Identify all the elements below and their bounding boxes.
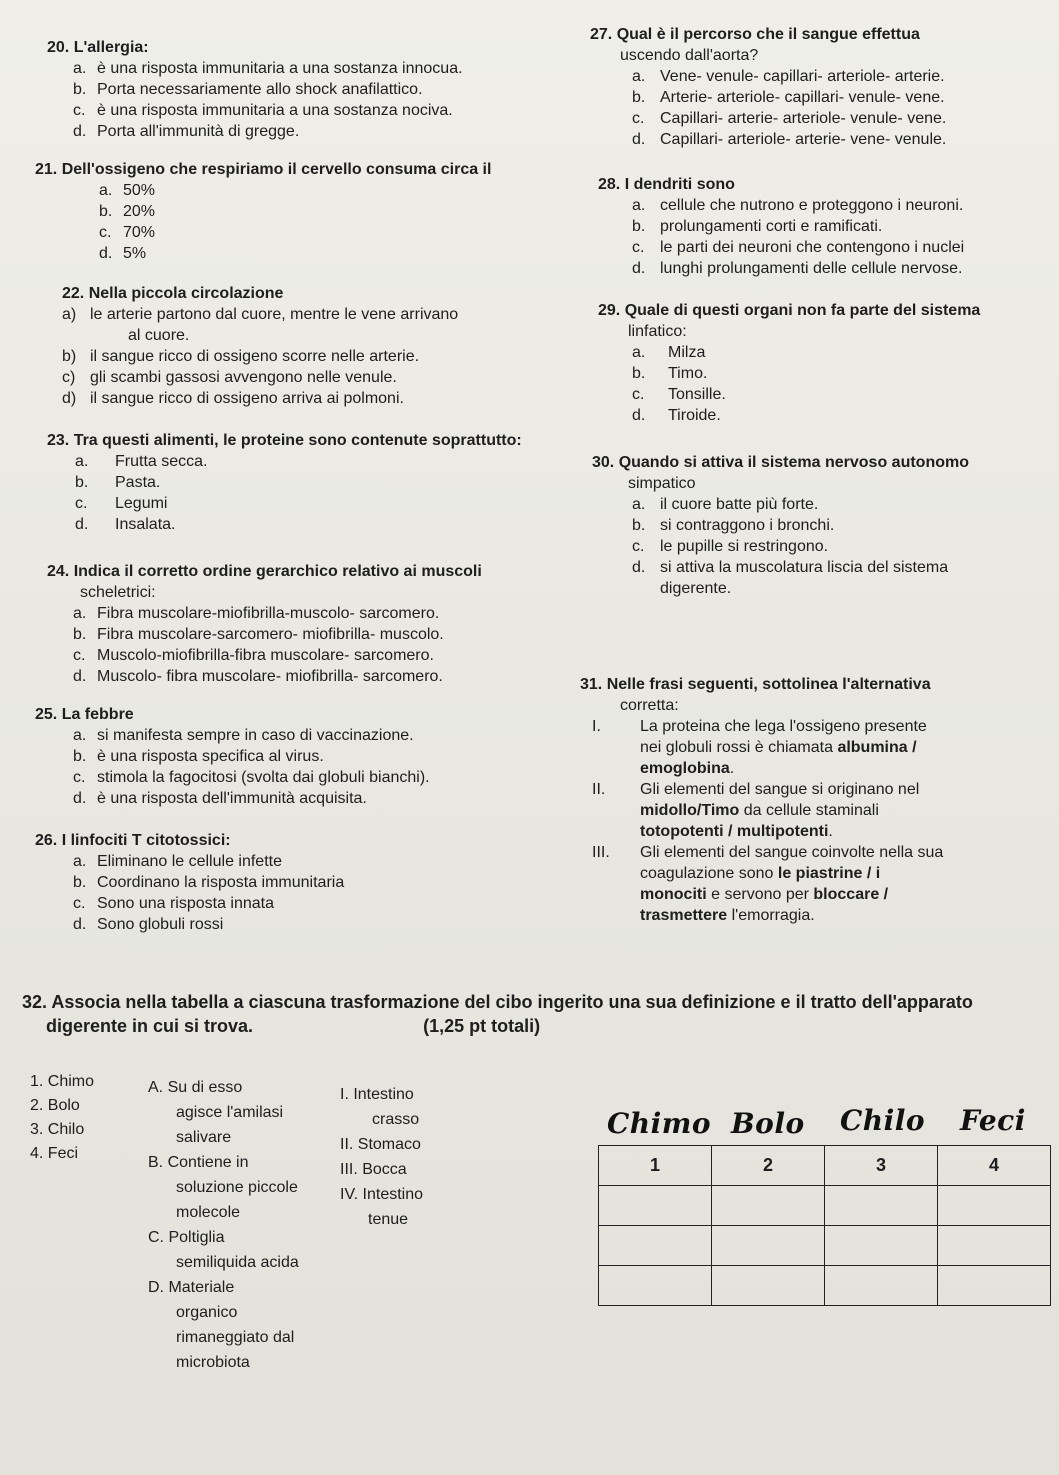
item-ii: II. Gli elementi del sangue si originano nel midollo/Timo da cellule staminali totopotenti / multipotenti.: [592, 781, 920, 840]
option-d[interactable]: d. Porta all'immunità di gregge.: [73, 123, 300, 140]
question-27-title: 27. Qual è il percorso che il sangue effettua: [590, 26, 920, 43]
tract-ii: II. Stomaco: [340, 1136, 421, 1153]
term: 3. Chilo: [30, 1121, 85, 1138]
header-cell: 2: [712, 1146, 825, 1186]
option-c[interactable]: c. è una risposta immunitaria a una sostanza nociva.: [73, 102, 453, 119]
answer-table: [598, 1145, 1051, 1306]
choice-trasmettere[interactable]: trasmettere: [640, 907, 728, 924]
question-30-title-cont: simpatico: [628, 475, 696, 492]
question-31-title-cont: corretta:: [620, 697, 679, 714]
question-28: [598, 174, 964, 279]
question-20: [47, 37, 463, 142]
table-row: [599, 1226, 1051, 1266]
option-b[interactable]: b. Porta necessariamente allo shock anafilattico.: [73, 81, 423, 98]
choice-midollo-timo[interactable]: midollo/Timo: [640, 802, 740, 819]
option-a[interactable]: a. Frutta secca.: [75, 453, 208, 470]
choice-emoglobina[interactable]: emoglobina: [640, 760, 730, 777]
answer-cell[interactable]: [599, 1186, 712, 1226]
tract-i: I. Intestino crasso: [340, 1086, 420, 1128]
answer-cell[interactable]: [938, 1226, 1051, 1266]
question-28-title: 28. I dendriti sono: [598, 176, 735, 193]
terms-column: [30, 1070, 94, 1166]
handwritten-chimo: Chimo: [607, 1107, 712, 1140]
question-22-title: 22. Nella piccola circolazione: [62, 285, 284, 302]
option-a[interactable]: a. 50%: [99, 182, 156, 199]
option-b[interactable]: b. 20%: [99, 203, 156, 220]
option-d[interactable]: d. Tiroide.: [632, 407, 721, 424]
question-27-title-cont: uscendo dall'aorta?: [620, 47, 759, 64]
choice-albumina[interactable]: albumina /: [837, 739, 917, 756]
option-c[interactable]: c. le pupille si restringono.: [632, 538, 829, 555]
header-cell: 1: [599, 1146, 712, 1186]
term: 2. Bolo: [30, 1097, 80, 1114]
handwritten-feci: Feci: [960, 1104, 1026, 1137]
option-d[interactable]: d. Sono globuli rossi: [73, 916, 224, 933]
answer-cell[interactable]: [825, 1186, 938, 1226]
question-23-title: 23. Tra questi alimenti, le proteine sono contenute soprattutto:: [47, 432, 522, 449]
question-22: [62, 283, 458, 409]
option-b[interactable]: b. Coordinano la risposta immunitaria: [73, 874, 345, 891]
term: 1. Chimo: [30, 1073, 95, 1090]
table-row: [599, 1266, 1051, 1306]
question-25-title: 25. La febbre: [35, 706, 134, 723]
option-c[interactable]: c. le parti dei neuroni che contengono i nuclei: [632, 239, 965, 256]
answer-cell[interactable]: [712, 1186, 825, 1226]
question-29-title: 29. Quale di questi organi non fa parte del sistema: [598, 302, 981, 319]
question-30: [592, 452, 969, 599]
question-30-title: 30. Quando si attiva il sistema nervoso autonomo: [592, 454, 969, 471]
option-c[interactable]: c. Tonsille.: [632, 386, 726, 403]
question-32: [22, 990, 1052, 1038]
option-d[interactable]: d. Insalata.: [75, 516, 176, 533]
option-b[interactable]: b. si contraggono i bronchi.: [632, 517, 835, 534]
option-b[interactable]: b. Fibra muscolare-sarcomero- miofibrilla- muscolo.: [73, 626, 444, 643]
question-32-title: 32. Associa nella tabella a ciascuna trasformazione del cibo ingerito una sua definizione e il tratto dell'apparato: [22, 992, 973, 1012]
definition-a: A. Su di esso agisce l'amilasi salivare: [148, 1079, 284, 1146]
choice-monociti[interactable]: monociti: [640, 886, 707, 903]
answer-cell[interactable]: [938, 1266, 1051, 1306]
option-d-cont: digerente.: [660, 580, 732, 597]
option-c[interactable]: c. Muscolo-miofibrilla-fibra muscolare- sarcomero.: [73, 647, 434, 664]
answer-cell[interactable]: [825, 1226, 938, 1266]
points: (1,25 pt totali): [423, 1016, 541, 1036]
question-25: [35, 704, 430, 809]
choice-bloccare[interactable]: bloccare /: [813, 886, 889, 903]
answer-cell[interactable]: [938, 1186, 1051, 1226]
option-a-cont: al cuore.: [128, 327, 190, 344]
option-c[interactable]: c. 70%: [99, 224, 156, 241]
option-c[interactable]: c. stimola la fagocitosi (svolta dai globuli bianchi).: [73, 769, 430, 786]
choice-potenti[interactable]: totopotenti / multipotenti: [640, 823, 829, 840]
option-d[interactable]: d. è una risposta dell'immunità acquisita.: [73, 790, 367, 807]
question-31-title: 31. Nelle frasi seguenti, sottolinea l'alternativa: [580, 676, 931, 693]
item-i: I. La proteina che lega l'ossigeno presente nei globuli rossi è chiamata albumina / emoglobina.: [592, 718, 927, 777]
option-d[interactable]: d. 5%: [99, 245, 147, 262]
option-b[interactable]: b. Timo.: [632, 365, 708, 382]
option-b[interactable]: b. Pasta.: [75, 474, 161, 491]
choice-piastrine[interactable]: le piastrine / i: [777, 865, 881, 882]
question-24-title-cont: scheletrici:: [80, 584, 156, 601]
option-c[interactable]: c. Capillari- arterie- arteriole- venule- vene.: [632, 110, 947, 127]
table-header-row: [599, 1146, 1051, 1186]
definition-b: B. Contiene in soluzione piccole molecole: [148, 1154, 298, 1221]
question-26: [35, 830, 344, 935]
question-23: [47, 430, 522, 535]
option-a[interactable]: a. il cuore batte più forte.: [632, 496, 819, 513]
definition-d: D. Materiale organico rimaneggiato dal microbiota: [148, 1279, 295, 1371]
option-d[interactable]: d. si attiva la muscolatura liscia del sistema: [632, 559, 949, 576]
option-b[interactable]: b. è una risposta specifica al virus.: [73, 748, 324, 765]
question-24-title: 24. Indica il corretto ordine gerarchico relativo ai muscoli: [47, 563, 482, 580]
question-27: [590, 24, 946, 150]
tract-iii: III. Bocca: [340, 1161, 407, 1178]
option-d[interactable]: d. Muscolo- fibra muscolare- miofibrilla- sarcomero.: [73, 668, 443, 685]
answer-cell[interactable]: [599, 1266, 712, 1306]
definitions-column: [148, 1075, 299, 1375]
option-b[interactable]: b) il sangue ricco di ossigeno scorre nelle arterie.: [62, 348, 420, 365]
option-d[interactable]: d) il sangue ricco di ossigeno arriva ai polmoni.: [62, 390, 404, 407]
option-b[interactable]: b. prolungamenti corti e ramificati.: [632, 218, 883, 235]
option-b[interactable]: b. Arterie- arteriole- capillari- venule- vene.: [632, 89, 945, 106]
question-20-title: 20. L'allergia:: [47, 39, 149, 56]
handwritten-bolo: Bolo: [731, 1107, 805, 1140]
tract-iv: IV. Intestino tenue: [340, 1186, 424, 1228]
item-iii: III. Gli elementi del sangue coinvolte nella sua coagulazione sono le piastrine / i monociti e servono per bloccare / trasmettere l'emorragia.: [592, 844, 944, 924]
option-a[interactable]: a. è una risposta immunitaria a una sostanza innocua.: [73, 60, 463, 77]
option-c[interactable]: c) gli scambi gassosi avvengono nelle venule.: [62, 369, 397, 386]
term: 4. Feci: [30, 1145, 79, 1162]
table-row: [599, 1186, 1051, 1226]
option-a[interactable]: a. si manifesta sempre in caso di vaccinazione.: [73, 727, 414, 744]
handwritten-chilo: Chilo: [840, 1104, 926, 1137]
option-a[interactable]: a. cellule che nutrono e proteggono i neuroni.: [632, 197, 964, 214]
option-c[interactable]: c. Legumi: [75, 495, 168, 512]
option-a[interactable]: a. Fibra muscolare-miofibrilla-muscolo- sarcomero.: [73, 605, 440, 622]
question-26-title: 26. I linfociti T citotossici:: [35, 832, 231, 849]
tracts-column: [340, 1082, 423, 1232]
answer-cell[interactable]: [599, 1226, 712, 1266]
option-d[interactable]: d. Capillari- arteriole- arterie- vene- venule.: [632, 131, 947, 148]
answer-cell[interactable]: [712, 1266, 825, 1306]
header-cell: 4: [938, 1146, 1051, 1186]
option-a[interactable]: a. Eliminano le cellule infette: [73, 853, 282, 870]
definition-c: C. Poltiglia semiliquida acida: [148, 1229, 299, 1271]
question-29-title-cont: linfatico:: [628, 323, 687, 340]
option-a[interactable]: a. Milza: [632, 344, 706, 361]
question-21: [35, 159, 491, 264]
option-c[interactable]: c. Sono una risposta innata: [73, 895, 275, 912]
question-31: [580, 674, 1040, 926]
option-a[interactable]: a. Vene- venule- capillari- arteriole- arterie.: [632, 68, 945, 85]
question-21-title: 21. Dell'ossigeno che respiriamo il cervello consuma circa il: [35, 161, 492, 178]
option-a[interactable]: a) le arterie partono dal cuore, mentre le vene arrivano: [62, 306, 459, 323]
option-d[interactable]: d. lunghi prolungamenti delle cellule nervose.: [632, 260, 963, 277]
answer-cell[interactable]: [712, 1226, 825, 1266]
answer-cell[interactable]: [825, 1266, 938, 1306]
question-29: [598, 300, 980, 426]
header-cell: 3: [825, 1146, 938, 1186]
question-24: [47, 561, 482, 687]
question-32-title-cont: digerente in cui si trova. (1,25 pt totali): [46, 1016, 541, 1036]
